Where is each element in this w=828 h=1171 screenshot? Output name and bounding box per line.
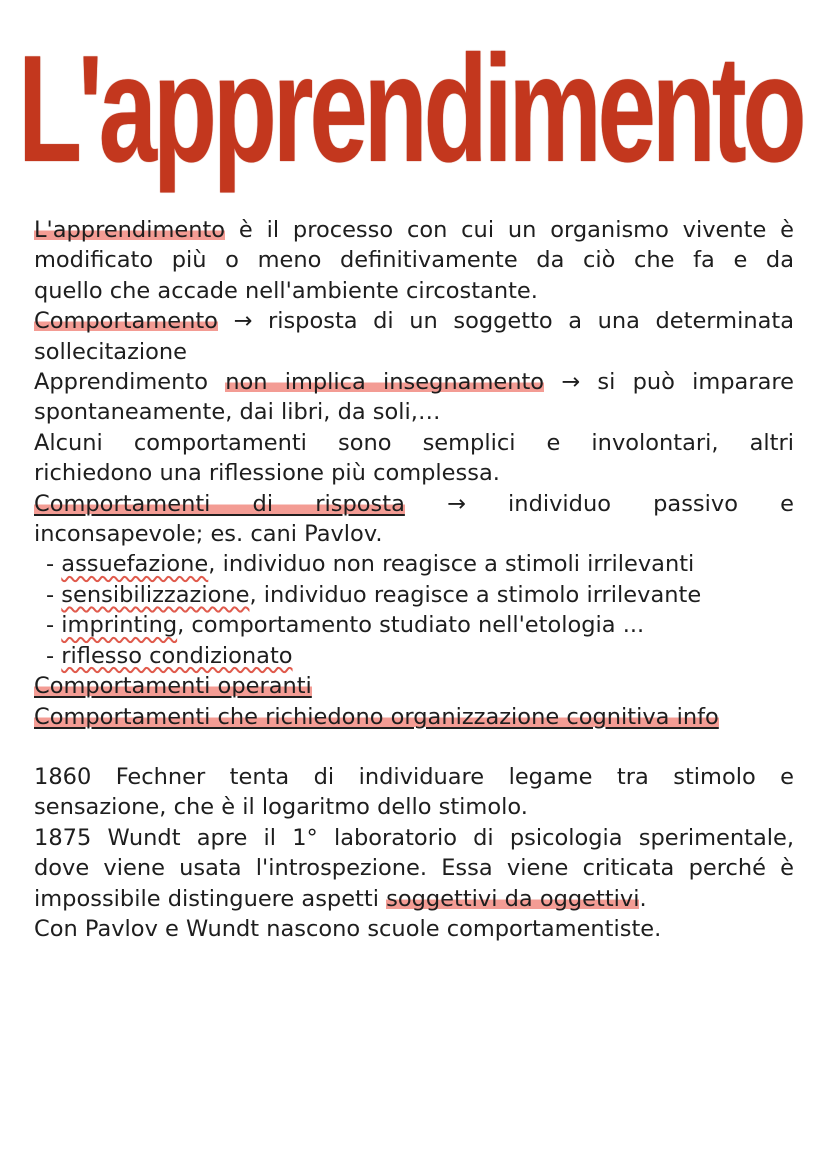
list-dash: - — [46, 581, 62, 608]
highlighted-term: Comportamento — [34, 308, 218, 335]
text-line — [34, 215, 794, 245]
list-text: , individuo non reagisce a stimoli irrilevanti — [208, 551, 695, 578]
comportamenti-paragraph — [34, 428, 794, 489]
wundt-paragraph — [34, 823, 794, 914]
highlighted-term: L'apprendimento — [34, 217, 226, 243]
highlighted-heading: Comportamenti che richiedono organizzazione cognitiva info — [34, 703, 719, 730]
text-span: . — [639, 885, 647, 912]
list-item — [34, 610, 794, 640]
list-item — [34, 641, 794, 671]
highlighted-term: soggettivi da oggettivi — [386, 885, 640, 912]
text-span: impossibile distinguere aspetti — [34, 885, 387, 912]
list-dash: - — [46, 612, 62, 639]
text-line — [34, 306, 794, 336]
text-line: richiedono una riflessione più complessa. — [34, 460, 500, 487]
comportamento-paragraph — [34, 306, 794, 367]
fechner-paragraph — [34, 762, 794, 823]
text-line: sensazione, che è il logaritmo dello stimolo. — [34, 794, 528, 821]
response-types-list — [34, 549, 794, 671]
definition-paragraph — [34, 215, 794, 306]
schools-paragraph — [34, 914, 794, 944]
underlined-term: Comportamenti di risposta — [34, 490, 405, 517]
list-dash: - — [46, 551, 62, 578]
text-span: Apprendimento — [34, 369, 226, 396]
text-line: 1860 Fechner tenta di individuare legame tra stimolo e — [34, 763, 794, 790]
risposta-paragraph — [34, 489, 794, 550]
text-line — [34, 884, 794, 914]
text-line: spontaneamente, dai libri, da soli,… — [34, 399, 441, 426]
highlighted-heading: Comportamenti operanti — [34, 673, 312, 700]
list-item — [34, 580, 794, 610]
list-item — [34, 549, 794, 579]
list-text: , comportamento studiato nell'etologia ... — [177, 612, 645, 639]
text-span: → si può imparare — [544, 369, 794, 396]
text-line: sollecitazione — [34, 338, 187, 365]
page-title: L'apprendimento — [18, 24, 803, 194]
text-line: modificato più o meno definitivamente da ciò che fa e da — [34, 247, 794, 274]
text-line: inconsapevole; es. cani Pavlov. — [34, 521, 383, 548]
highlighted-term: non implica insegnamento — [225, 369, 545, 396]
list-term: sensibilizzazione — [61, 581, 250, 608]
cognitiva-heading — [34, 702, 794, 732]
insegnamento-paragraph — [34, 367, 794, 428]
list-term: imprinting — [61, 612, 178, 639]
operanti-heading — [34, 671, 794, 701]
text-line — [34, 367, 794, 397]
list-term: riflesso condizionato — [61, 642, 293, 669]
text-span: → risposta di un soggetto a una determinata — [217, 308, 794, 335]
spacer — [34, 732, 794, 762]
text-line: 1875 Wundt apre il 1° laboratorio di psicologia sperimentale, — [34, 824, 794, 851]
list-text: , individuo reagisce a stimolo irrilevante — [249, 581, 702, 608]
text-line: Alcuni comportamenti sono semplici e involontari, altri — [34, 429, 794, 456]
text-line: quello che accade nell'ambiente circostante. — [34, 277, 538, 304]
text-line — [34, 489, 794, 519]
text-span: → individuo passivo e — [404, 490, 794, 517]
notes-body — [34, 215, 794, 944]
text-span: è il processo con cui un organismo vivente è — [225, 217, 794, 243]
list-term: assuefazione — [61, 551, 209, 578]
text-line: Con Pavlov e Wundt nascono scuole comportamentiste. — [34, 915, 662, 942]
list-dash: - — [46, 642, 62, 669]
text-line: dove viene usata l'introspezione. Essa viene criticata perché è — [34, 855, 794, 882]
